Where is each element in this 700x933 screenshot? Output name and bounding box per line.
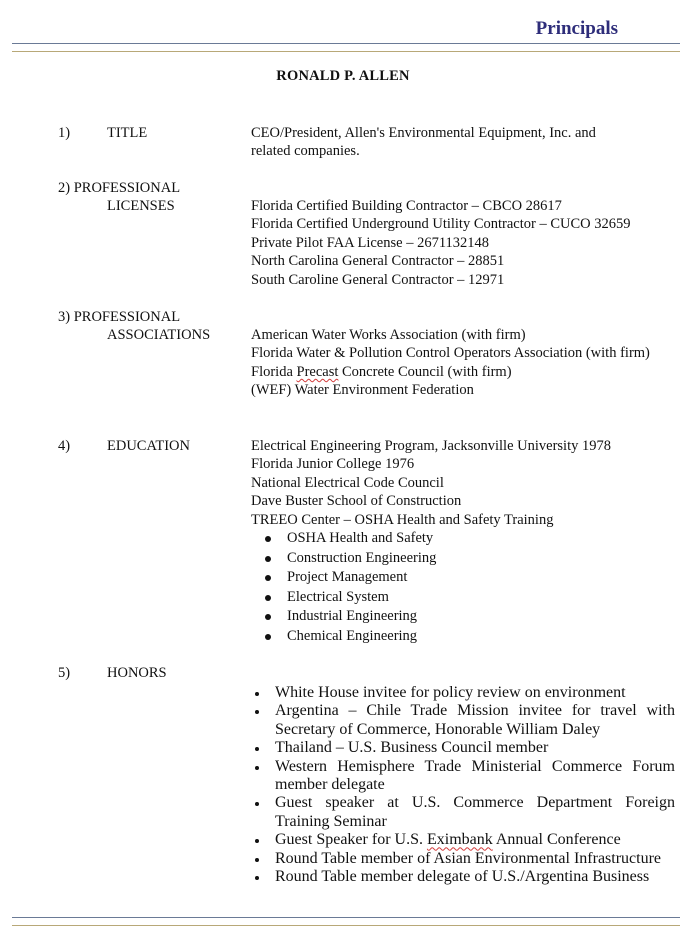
- section-content: [251, 197, 671, 289]
- list-item: [251, 568, 671, 588]
- bullet-icon: [265, 575, 271, 581]
- list-item-text: Round Table member delegate of U.S./Argentina Business: [275, 868, 650, 886]
- bullet-icon: [265, 595, 271, 601]
- license-line: Florida Certified Underground Utility Contractor – CUCO 32659: [251, 216, 631, 233]
- list-item: [251, 702, 675, 739]
- association-line: [251, 363, 671, 381]
- list-item-text: Annual Conference: [492, 831, 621, 849]
- bullet-icon: [255, 710, 259, 714]
- list-item-text: Guest speaker at U.S. Commerce Department Foreign Training Seminar: [275, 794, 675, 830]
- section-number: 4): [58, 438, 71, 454]
- bullet-icon: [255, 692, 259, 696]
- list-item-text: Western Hemisphere Trade Ministerial Commerce Forum member delegate: [275, 757, 675, 794]
- list-item-text: White House invitee for policy review on environment: [275, 684, 626, 701]
- bullet-icon: [255, 839, 259, 843]
- bullet-icon: [255, 747, 259, 751]
- section-label-line: ASSOCIATIONS: [107, 327, 211, 344]
- section-label: HONORS: [107, 665, 167, 681]
- list-item: [251, 850, 675, 868]
- association-text: Florida: [251, 363, 297, 380]
- education-bullet-list: [251, 529, 671, 647]
- license-line: South Caroline General Contractor – 12971: [251, 271, 505, 288]
- list-item: [251, 529, 671, 549]
- content-line: related companies.: [251, 143, 360, 160]
- list-item-text: Thailand – U.S. Business Council member: [275, 739, 549, 757]
- bullet-icon: [265, 634, 271, 640]
- list-item-text: Electrical System: [287, 588, 389, 605]
- bullet-icon: [265, 536, 271, 542]
- list-item: [251, 868, 675, 886]
- list-item: [251, 758, 675, 795]
- association-text: Concrete Council (with firm): [338, 363, 512, 380]
- list-item: [251, 588, 671, 608]
- license-line: Florida Certified Building Contractor – CBCO 28617: [251, 198, 562, 214]
- header-divider-gold: [12, 51, 680, 52]
- list-item-text: Round Table member of Asian Environmental Infrastructure: [275, 849, 662, 867]
- section-number: 1): [58, 125, 71, 141]
- list-item: [251, 684, 675, 702]
- list-item: [251, 739, 675, 757]
- honors-list: [251, 684, 675, 886]
- bullet-icon: [255, 766, 259, 770]
- education-line: TREEO Center – OSHA Health and Safety Training: [251, 511, 554, 528]
- spellcheck-flagged-word: Precast: [296, 363, 339, 380]
- association-line: (WEF) Water Environment Federation: [251, 382, 474, 399]
- education-line: Electrical Engineering Program, Jacksonville University 1978: [251, 438, 611, 454]
- section-label: TITLE: [107, 125, 148, 141]
- license-line: Private Pilot FAA License – 2671132148: [251, 234, 490, 251]
- association-line: American Water Works Association (with firm): [251, 327, 526, 343]
- association-line: Florida Water & Pollution Control Operators Association (with firm): [251, 345, 650, 362]
- bullet-icon: [265, 614, 271, 620]
- list-item-text: Argentina – Chile Trade Mission invitee for travel with Secretary of Commerce, Honorable William Daley: [275, 702, 675, 738]
- list-item-text: Guest Speaker for U.S.: [275, 831, 427, 849]
- list-item: [251, 831, 675, 849]
- section-label: EDUCATION: [107, 438, 190, 454]
- section-content: [251, 326, 671, 400]
- section-content: [251, 124, 671, 161]
- footer-divider-blue: [12, 917, 680, 918]
- list-item: [251, 794, 675, 831]
- list-item-text: OSHA Health and Safety: [287, 530, 434, 547]
- section-label-line: 3) PROFESSIONAL: [58, 309, 181, 325]
- section-content: [251, 437, 671, 647]
- section-label-line: 2) PROFESSIONAL: [58, 180, 181, 196]
- list-item-text: Construction Engineering: [287, 549, 437, 566]
- footer-divider-gold: [12, 925, 680, 926]
- education-line: Dave Buster School of Construction: [251, 493, 462, 510]
- education-line: Florida Junior College 1976: [251, 456, 415, 473]
- content-line: CEO/President, Allen's Environmental Equipment, Inc. and: [251, 125, 596, 141]
- list-item-text: Industrial Engineering: [287, 608, 418, 625]
- bullet-icon: [255, 876, 259, 880]
- section-label: [58, 308, 210, 345]
- section-label-line: LICENSES: [107, 198, 175, 215]
- bullet-icon: [265, 556, 271, 562]
- list-item-text: Chemical Engineering: [287, 628, 418, 644]
- person-name: RONALD P. ALLEN: [276, 68, 410, 84]
- list-item: [251, 607, 671, 627]
- section-label: [58, 179, 180, 216]
- section-number: 5): [58, 665, 71, 681]
- spellcheck-flagged-word: Eximbank: [426, 831, 493, 849]
- bullet-icon: [255, 802, 259, 806]
- page-title: Principals: [535, 18, 618, 39]
- bullet-icon: [255, 858, 259, 862]
- header-divider-blue: [12, 43, 680, 44]
- license-line: North Carolina General Contractor – 28851: [251, 253, 505, 270]
- education-line: National Electrical Code Council: [251, 474, 444, 491]
- list-item: [251, 549, 671, 569]
- list-item-text: Project Management: [287, 569, 408, 586]
- list-item: [251, 627, 671, 647]
